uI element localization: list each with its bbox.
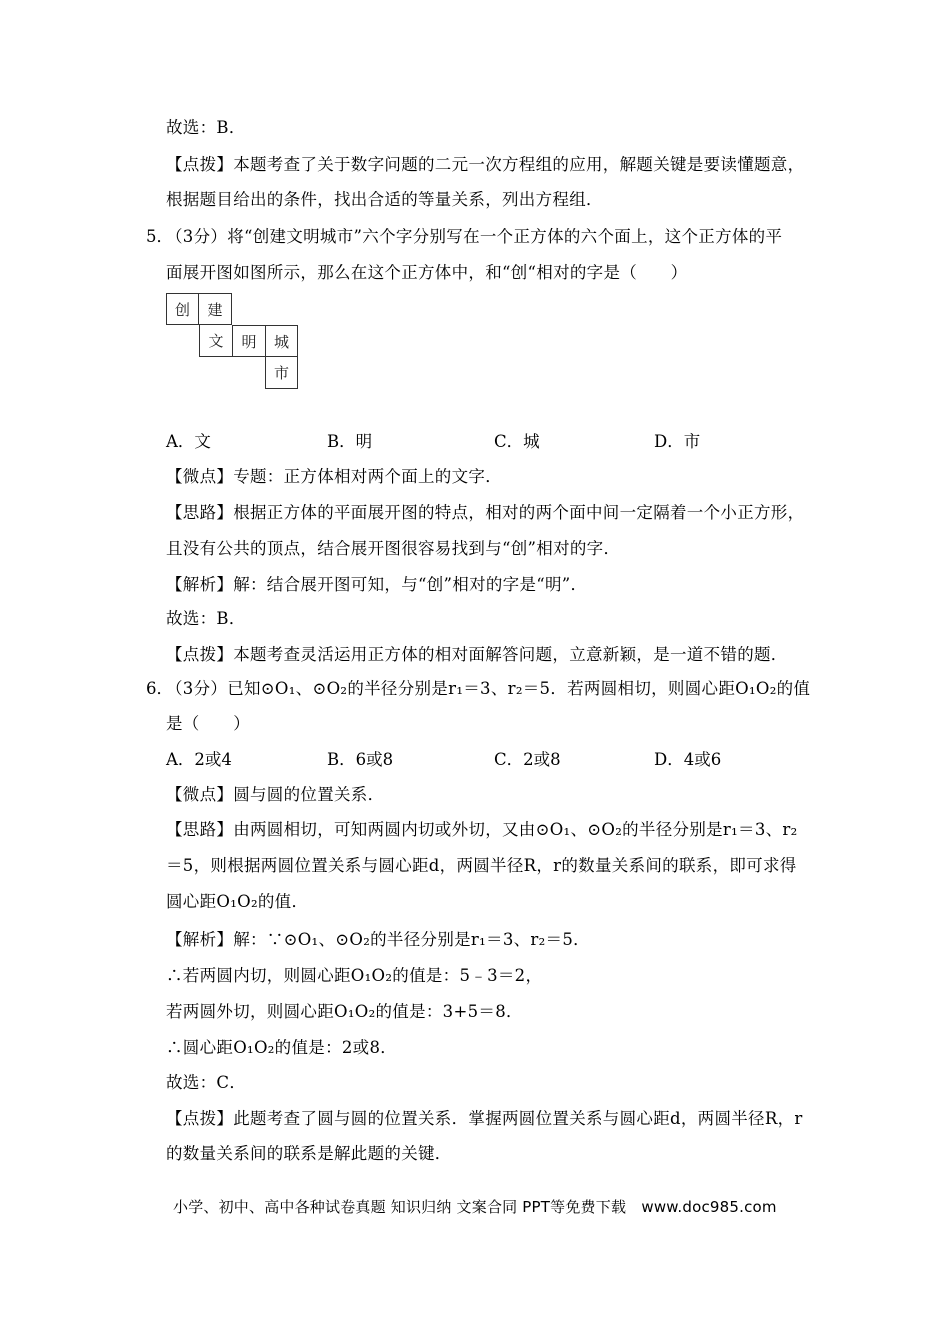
q6-tip-line-1: 【点拨】此题考查了圆与圆的位置关系．掌握两圆位置关系与圆心距d，两圆半径R，r [166, 1109, 803, 1128]
q6-answer: 故选：C． [166, 1073, 247, 1092]
prev-tip-line-2: 根据题目给出的条件，找出合适的等量关系，列出方程组． [166, 190, 603, 209]
net-cell-wen: 文 [199, 325, 232, 357]
q6-solution-line-4: ∴圆心距O₁O₂的值是：2或8． [166, 1038, 398, 1057]
q6-solution-line-2: ∴若两圆内切，则圆心距O₁O₂的值是：5﹣3＝2， [166, 966, 543, 985]
q5-stem-line-2: 面展开图如图所示，那么在这个正方体中，和“创“相对的字是（ ） [166, 263, 688, 282]
q5-idea-line-1: 【思路】根据正方体的平面展开图的特点，相对的两个面中间一定隔着一个小正方形， [166, 503, 805, 522]
q5-stem-line-1: （3分）将“创建文明城市”六个字分别写在一个正方体的六个面上，这个正方体的平 [166, 227, 783, 246]
net-cell-ming: 明 [232, 325, 265, 357]
q6-tip-line-2: 的数量关系间的联系是解此题的关键． [166, 1144, 452, 1163]
q6-option-b: B．6或8 [327, 750, 394, 769]
net-cell-shi: 市 [265, 357, 298, 389]
prev-answer: 故选：B． [166, 118, 246, 137]
q6-stem-line-1: （3分）已知⊙O₁、⊙O₂的半径分别是r₁＝3、r₂＝5．若两圆相切，则圆心距O₁O₂的值 [166, 679, 811, 698]
q6-point: 【微点】圆与圆的位置关系． [166, 785, 385, 804]
q6-idea-line-2: ＝5，则根据两圆位置关系与圆心距d，两圆半径R，r的数量关系间的联系，即可求得 [166, 856, 797, 875]
q5-solution: 【解析】解：结合展开图可知，与“创”相对的字是“明”． [166, 575, 588, 594]
q5-idea-line-2: 且没有公共的顶点，结合展开图很容易找到与“创”相对的字． [166, 539, 621, 558]
q6-solution-line-1: 【解析】解：∵⊙O₁、⊙O₂的半径分别是r₁＝3、r₂＝5． [166, 930, 590, 949]
q5-tip: 【点拨】本题考查灵活运用正方体的相对面解答问题，立意新颖，是一道不错的题． [166, 645, 788, 664]
q5-option-a: A．文 [166, 432, 211, 451]
prev-tip-line-1: 【点拨】本题考查了关于数字问题的二元一次方程组的应用，解题关键是要读懂题意， [166, 155, 805, 174]
q6-stem-line-2: 是（ ） [166, 714, 250, 733]
q6-idea-line-1: 【思路】由两圆相切，可知两圆内切或外切，又由⊙O₁、⊙O₂的半径分别是r₁＝3、r₂ [166, 820, 798, 839]
q5-option-c: C．城 [494, 432, 540, 451]
q5-answer: 故选：B． [166, 609, 246, 628]
q6-idea-line-3: 圆心距O₁O₂的值． [166, 892, 309, 911]
net-cell-jian: 建 [199, 293, 232, 325]
q6-option-d: D．4或6 [654, 750, 722, 769]
q6-number: 6． [146, 679, 173, 698]
page-footer: 小学、初中、高中各种试卷真题 知识归纳 文案合同 PPT等免费下载 www.doc985.com [173, 1198, 777, 1216]
cube-net-figure [166, 293, 306, 395]
q5-point: 【微点】专题：正方体相对两个面上的文字． [166, 467, 502, 486]
q6-option-c: C．2或8 [494, 750, 561, 769]
q5-number: 5． [146, 227, 173, 246]
net-cell-chuang: 创 [166, 293, 199, 325]
q6-solution-line-3: 若两圆外切，则圆心距O₁O₂的值是：3+5＝8． [166, 1002, 523, 1021]
q5-option-d: D．市 [654, 432, 701, 451]
q6-option-a: A．2或4 [166, 750, 232, 769]
q5-option-b: B．明 [327, 432, 373, 451]
net-cell-cheng: 城 [265, 325, 298, 357]
